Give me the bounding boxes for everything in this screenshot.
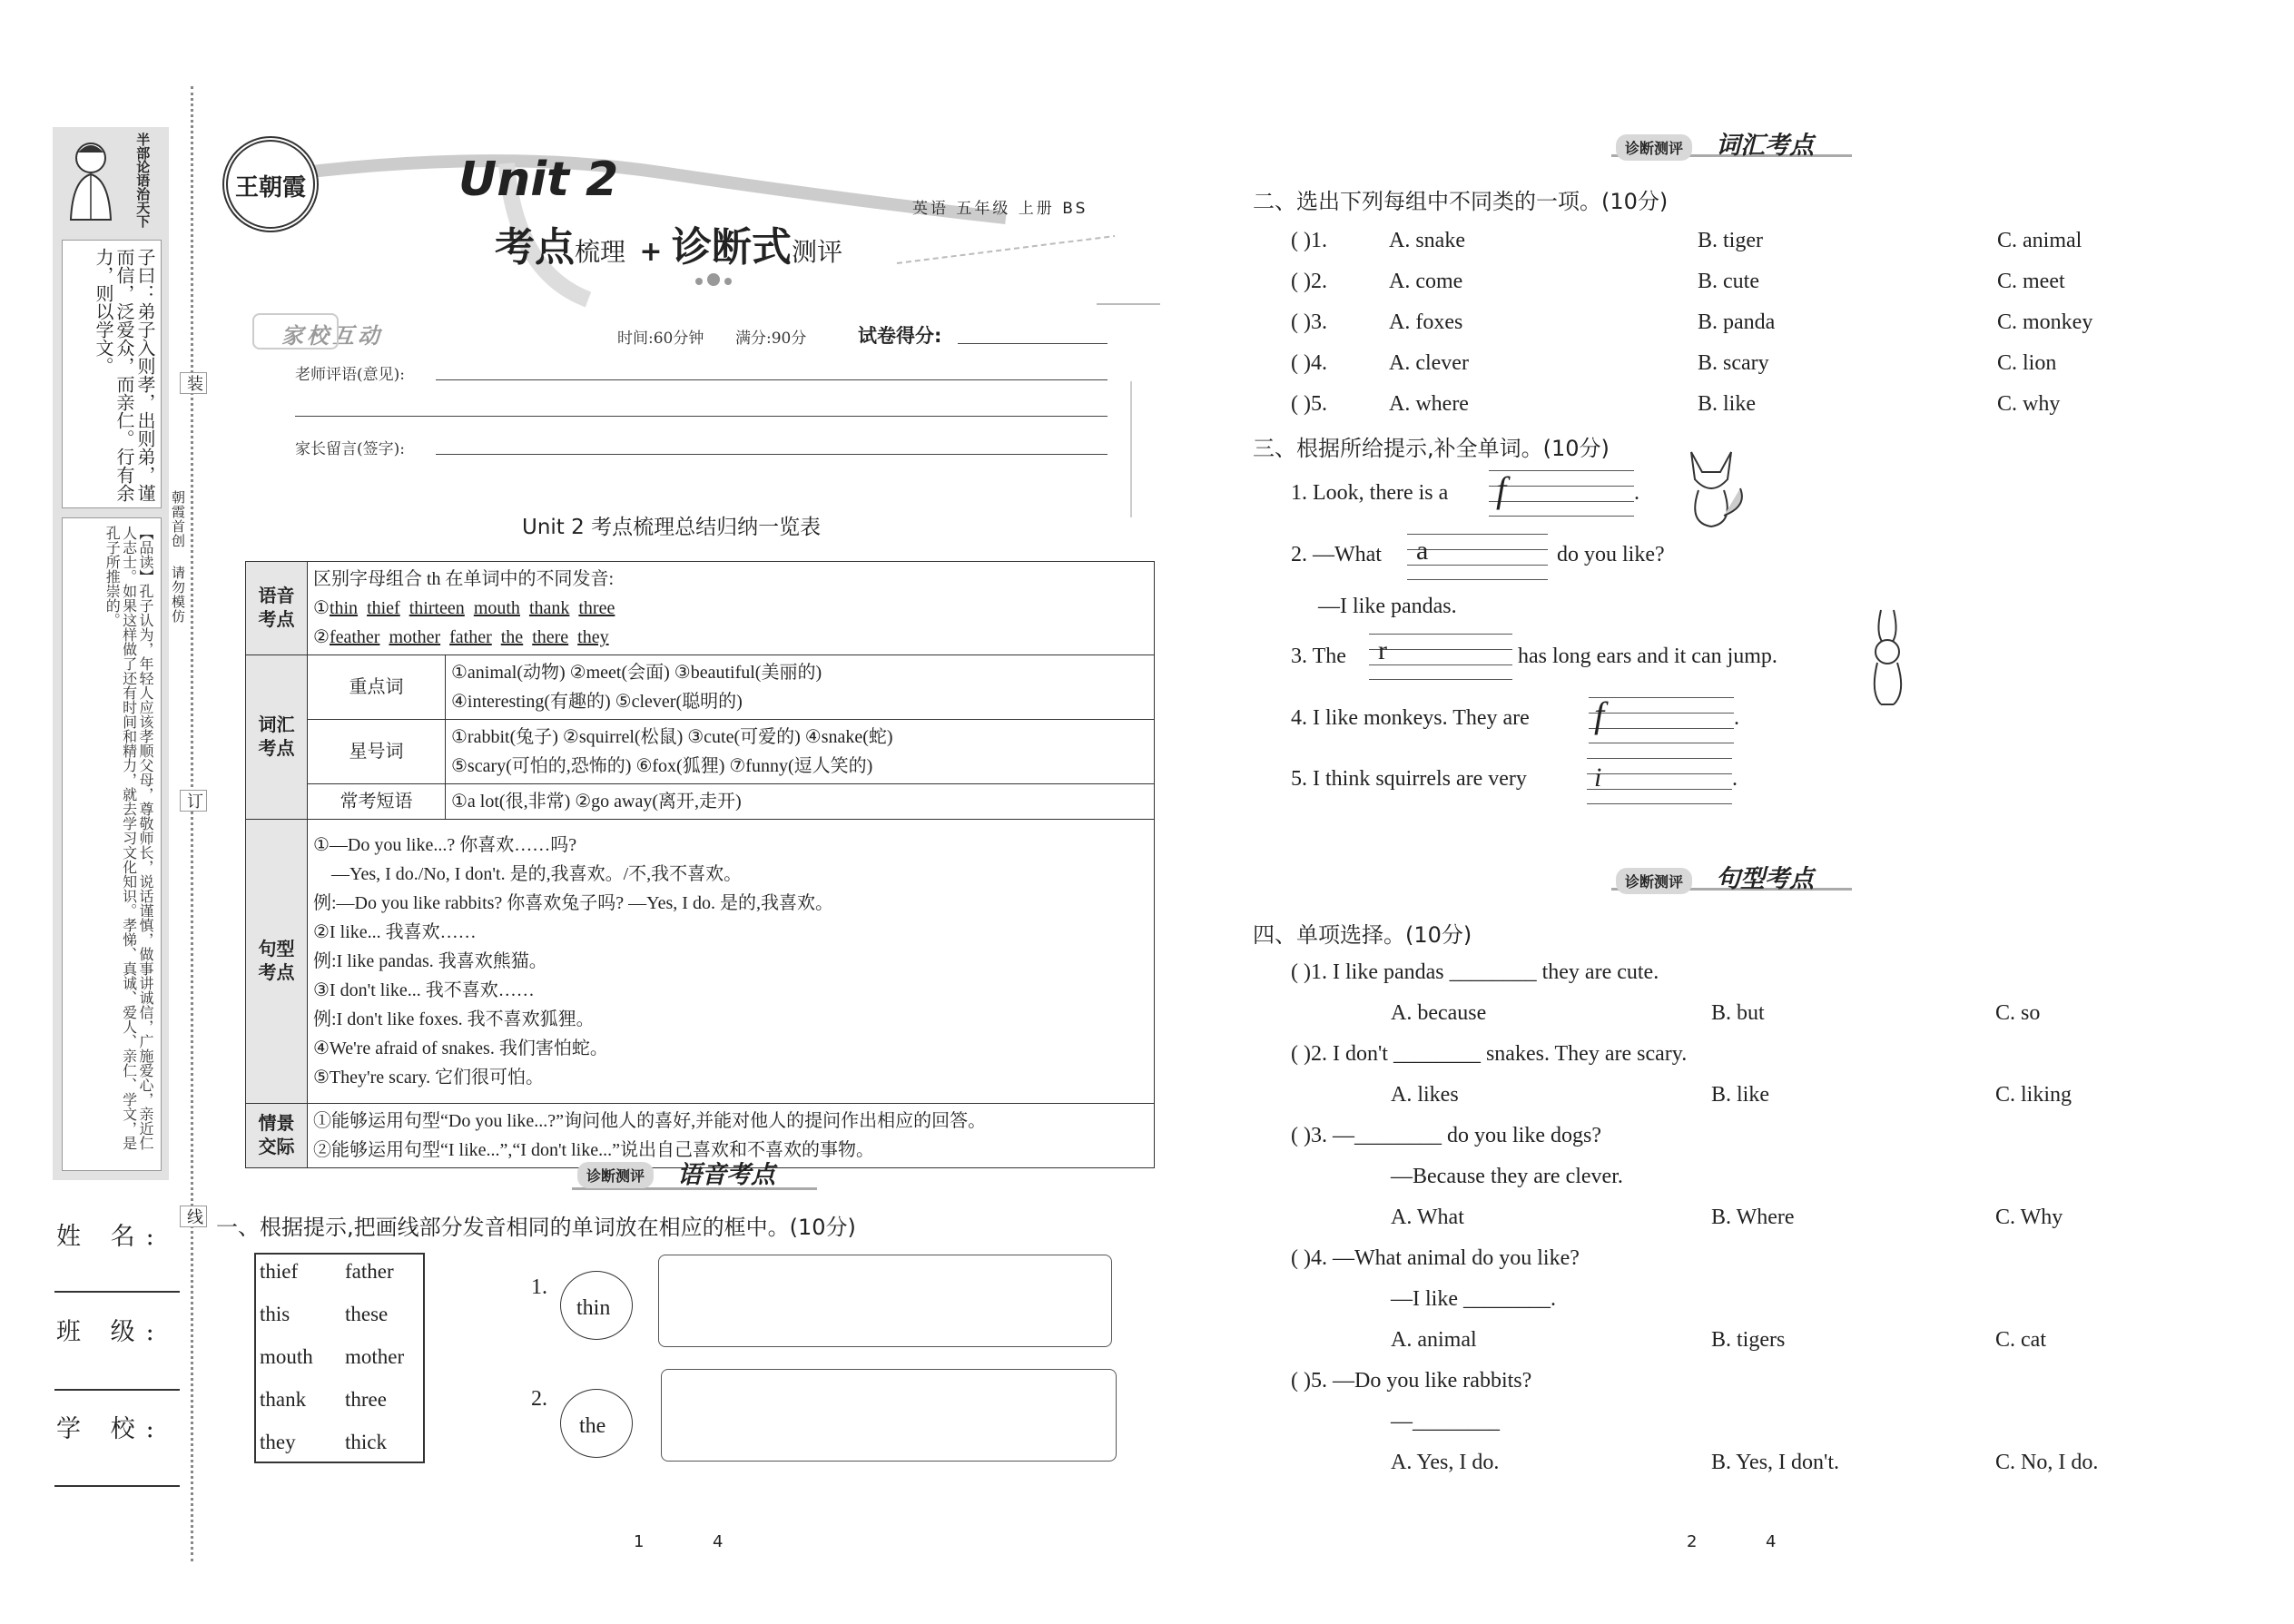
school-label: 学 校: — [56, 1415, 165, 1443]
page-total-left: 4 — [713, 1532, 724, 1551]
motto-text: 半部论语治天下 — [134, 133, 152, 228]
s2-item-3-num[interactable]: ( )3. — [1291, 310, 1327, 334]
parent-note-line[interactable] — [436, 454, 1108, 455]
name-line[interactable] — [54, 1291, 180, 1293]
teacher-comment-line[interactable] — [436, 379, 1108, 380]
s2-item-3-c: C. monkey — [1997, 310, 2093, 334]
s1-item1-num: 1. — [531, 1275, 547, 1299]
s2-item-1-num[interactable]: ( )1. — [1291, 229, 1327, 252]
phonics-row-1: ①thin thief thirteen mouth thank three — [313, 598, 615, 618]
s2-item-4-c: C. lion — [1997, 351, 2057, 375]
s4-item-1-option-a: A. because — [1391, 1001, 1487, 1025]
reading-label: 【品读】 — [137, 526, 154, 584]
logo-text: 王朝霞 — [234, 174, 306, 202]
s3-q1-hint: f — [1496, 469, 1507, 510]
fold-label-3: 线 — [180, 1206, 207, 1227]
s2-item-2-c: C. meet — [1997, 270, 2065, 293]
copyright-note: 朝霞首创 请勿模仿 — [170, 490, 186, 624]
s3-q3-writing-lines[interactable] — [1369, 634, 1512, 679]
word-item: thief — [260, 1260, 299, 1283]
s4-item-1-option-c: C. so — [1995, 1001, 2041, 1025]
s3-q3-end: has long ears and it can jump. — [1518, 645, 1777, 668]
s3-q2-answer: —I like pandas. — [1318, 595, 1457, 618]
s4-item-2-line-1[interactable]: ( )2. I don't ________ snakes. They are scary. — [1291, 1042, 1688, 1066]
s4-item-1-option-b: B. but — [1711, 1001, 1765, 1025]
word-item: these — [345, 1303, 389, 1325]
fold-label-1: 装 — [180, 372, 207, 394]
page-number-left: 1 — [634, 1532, 645, 1551]
confucius-quote: 子曰：弟子入则孝，出则弟，谨而信，泛爱众，而亲仁。行有余力，则以学文。 — [93, 248, 156, 502]
s3-q2: 2. —What — [1291, 543, 1382, 566]
class-label: 班 级: — [56, 1318, 165, 1346]
phonics-tag-name: 语音考点 — [677, 1161, 775, 1189]
sidebar-strip — [53, 127, 169, 1180]
rabbit-icon — [1861, 606, 1915, 711]
word-item: this — [260, 1303, 290, 1325]
s2-item-5-b: B. like — [1698, 392, 1756, 416]
page-total-right: 4 — [1766, 1532, 1777, 1551]
word-item: mouth — [260, 1345, 313, 1368]
quote-panel — [62, 240, 162, 508]
word-item: mother — [345, 1345, 405, 1368]
score-label: 试卷得分: — [858, 325, 942, 347]
s3-q4: 4. I like monkeys. They are — [1291, 706, 1530, 730]
s3-q3: 3. The — [1291, 645, 1346, 668]
home-school-label: 家校互动 — [281, 323, 383, 349]
logo-seal — [222, 136, 319, 232]
s4-item-5-line-1[interactable]: ( )5. —Do you like rabbits? — [1291, 1369, 1532, 1393]
s3-q4-writing-lines[interactable] — [1589, 697, 1734, 743]
school-line[interactable] — [54, 1485, 180, 1487]
comm-cell: ①能够运用句型“Do you like...?”询问他人的喜好,并能对他人的提问作出相应的回答。 ②能够运用句型“I like...”,“I don't like...”说出自己喜欢和不喜欢的事物。 — [308, 1104, 1155, 1168]
key-words-label: 重点词 — [308, 655, 446, 720]
s3-q2-hint: a — [1416, 536, 1429, 566]
section2-title: 二、选出下列每组中不同类的一项。(10分) — [1253, 189, 1669, 214]
s3-q1-end: . — [1634, 481, 1639, 505]
s4-item-5-option-b: B. Yes, I don't. — [1711, 1451, 1840, 1474]
name-label: 姓 名: — [56, 1223, 165, 1251]
s4-item-2-option-c: C. liking — [1995, 1083, 2072, 1107]
s4-item-3-option-c: C. Why — [1995, 1206, 2063, 1229]
s2-item-5-num[interactable]: ( )5. — [1291, 392, 1327, 416]
s2-item-2-a: A. come — [1389, 270, 1463, 293]
s2-item-5-a: A. where — [1389, 392, 1469, 416]
s3-q1: 1. Look, there is a — [1291, 481, 1449, 505]
s3-q1-writing-lines[interactable] — [1489, 470, 1634, 516]
s2-item-1-a: A. snake — [1389, 229, 1465, 252]
score-field[interactable] — [958, 343, 1108, 344]
phonics-row-2: ②feather mother father the there they — [313, 627, 609, 647]
score-info: 满分:90分 — [735, 330, 807, 348]
word-item: they — [260, 1431, 296, 1453]
confucius-icon — [54, 133, 127, 223]
s2-item-3-a: A. foxes — [1389, 310, 1463, 334]
s2-item-4-a: A. clever — [1389, 351, 1469, 375]
s4-item-2-option-a: A. likes — [1391, 1083, 1459, 1107]
s4-item-3-option-a: A. What — [1391, 1206, 1464, 1229]
s1-item1-word: thin — [576, 1296, 611, 1320]
section4-title: 四、单项选择。(10分) — [1253, 922, 1472, 948]
s1-item2-num: 2. — [531, 1387, 547, 1411]
s4-item-3-option-b: B. Where — [1711, 1206, 1795, 1229]
sentence-tag-name: 句型考点 — [1716, 865, 1814, 893]
s2-item-2-num[interactable]: ( )2. — [1291, 270, 1327, 293]
s2-item-5-c: C. why — [1997, 392, 2061, 416]
vocab-diag-tag: 诊断测评 — [1616, 134, 1692, 161]
comm-head: 情景交际 — [246, 1104, 308, 1168]
s3-q2-end: do you like? — [1557, 543, 1665, 566]
s3-q4-end: . — [1734, 706, 1739, 730]
s3-q5: 5. I think squirrels are very — [1291, 767, 1527, 791]
vocab-head: 词汇考点 — [246, 655, 308, 820]
s4-item-2-option-b: B. like — [1711, 1083, 1769, 1107]
s4-item-5-option-c: C. No, I do. — [1995, 1451, 2099, 1474]
s4-item-4-option-a: A. animal — [1391, 1328, 1477, 1352]
teacher-comment-line-2[interactable] — [295, 416, 1108, 417]
s4-item-4-option-b: B. tigers — [1711, 1328, 1786, 1352]
s3-q5-writing-lines[interactable] — [1587, 758, 1732, 803]
vocab-tag-name: 词汇考点 — [1716, 132, 1814, 160]
star-words-cell: ①rabbit(兔子) ②squirrel(松鼠) ③cute(可爱的) ④snake(蛇) ⑤scary(可怕的,恐怖的) ⑥fox(狐狸) ⑦funny(逗人笑的) — [446, 720, 1155, 784]
section1-title: 一、根据提示,把画线部分发音相同的单词放在相应的框中。(10分) — [216, 1215, 856, 1240]
phrases-label: 常考短语 — [308, 784, 446, 820]
s4-item-4-line-2: —I like ________. — [1391, 1287, 1556, 1311]
s2-item-4-b: B. scary — [1698, 351, 1769, 375]
summary-title: Unit 2 考点梳理总结归纳一览表 — [522, 516, 822, 539]
word-grid — [254, 1253, 425, 1463]
sage-portrait-panel — [53, 127, 169, 229]
header-divider — [1130, 381, 1132, 517]
s4-item-3-line-2: —Because they are clever. — [1391, 1165, 1623, 1188]
phonics-head: 语音考点 — [246, 562, 308, 655]
phonics-cell: 区别字母组合 th 在单词中的不同发音: ①thin thief thirteen mouth thank three ②feather mother father the there they — [308, 562, 1155, 655]
s3-q3-hint: r — [1378, 635, 1387, 665]
s2-item-3-b: B. panda — [1698, 310, 1776, 334]
sentence-diag-tag: 诊断测评 — [1616, 868, 1692, 894]
teacher-comment-label: 老师评语(意见): — [295, 366, 405, 384]
s2-item-4-num[interactable]: ( )4. — [1291, 351, 1327, 375]
sentence-cell: ①—Do you like...? 你喜欢……吗? —Yes, I do./No, I don't. 是的,我喜欢。/不,我不喜欢。 例:—Do you like rabbits? 你喜欢兔子吗? —Yes, I do. 是的,我喜欢。 ②I like... 我喜欢…… 例:I like pandas. 我喜欢熊猫。 ③I don't like... 我不喜欢…… 例:I don't like foxes. 我不喜欢狐狸。 ④We're afraid of snakes. 我们害怕蛇。 ⑤They're scary. 它们很可怕。 — [308, 820, 1155, 1104]
summary-table — [245, 561, 1155, 1168]
time-info: 时间:60分钟 — [617, 330, 704, 348]
home-school-frame — [252, 313, 339, 349]
s1-answer-box-2[interactable] — [661, 1369, 1117, 1462]
fold-label-2: 订 — [180, 790, 207, 812]
parent-note-label: 家长留言(签字): — [295, 440, 405, 458]
key-words-cell: ①animal(动物) ②meet(会面) ③beautiful(美丽的) ④interesting(有趣的) ⑤clever(聪明的) — [446, 655, 1155, 720]
fold-line — [191, 86, 193, 1561]
word-item: three — [345, 1388, 387, 1411]
s4-item-5-option-a: A. Yes, I do. — [1391, 1451, 1500, 1474]
fox-icon — [1675, 443, 1748, 534]
star-words-label: 星号词 — [308, 720, 446, 784]
reading-panel — [62, 517, 162, 1171]
phonics-diag-tag: 诊断测评 — [577, 1162, 654, 1188]
grade-info: 英语 五年级 上册 BS — [912, 200, 1088, 218]
s4-item-4-line-1[interactable]: ( )4. —What animal do you like? — [1291, 1246, 1580, 1270]
s2-item-2-b: B. cute — [1698, 270, 1759, 293]
word-item: father — [345, 1260, 394, 1283]
unit-title: Unit 2 — [458, 153, 619, 207]
s4-item-3-line-1[interactable]: ( )3. —________ do you like dogs? — [1291, 1124, 1601, 1147]
word-item: thick — [345, 1431, 387, 1453]
s4-item-4-option-c: C. cat — [1995, 1328, 2046, 1352]
reading-text: 孔子认为，年轻人应该孝顺父母，尊敬师长，说话谨慎，做事讲诚信，广施爱心，亲近仁人志士。如果这样做了还有时间和精力，就去学习文化知识。孝悌、真诚、爱人、亲仁、学文，是孔子所推崇的。 — [103, 526, 154, 1150]
s4-item-5-line-2: —________ — [1391, 1410, 1500, 1433]
page-title: 考点梳理 + 诊断式测评 — [495, 224, 842, 271]
sentence-head: 句型考点 — [246, 820, 308, 1104]
s3-q4-hint: f — [1594, 694, 1605, 735]
s1-answer-box-1[interactable] — [658, 1255, 1112, 1347]
s3-q5-hint: i — [1594, 763, 1602, 792]
s4-item-1-line-1[interactable]: ( )1. I like pandas ________ they are cute. — [1291, 960, 1659, 984]
class-line[interactable] — [54, 1389, 180, 1391]
phrases-cell: ①a lot(很,非常) ②go away(离开,走开) — [446, 784, 1155, 820]
s2-item-1-c: C. animal — [1997, 229, 2082, 252]
word-item: thank — [260, 1388, 307, 1411]
section3-title: 三、根据所给提示,补全单词。(10分) — [1253, 436, 1610, 461]
s2-item-1-b: B. tiger — [1698, 229, 1763, 252]
s1-item2-word: the — [579, 1414, 606, 1438]
page-number-right: 2 — [1687, 1532, 1698, 1551]
s3-q5-end: . — [1732, 767, 1738, 791]
